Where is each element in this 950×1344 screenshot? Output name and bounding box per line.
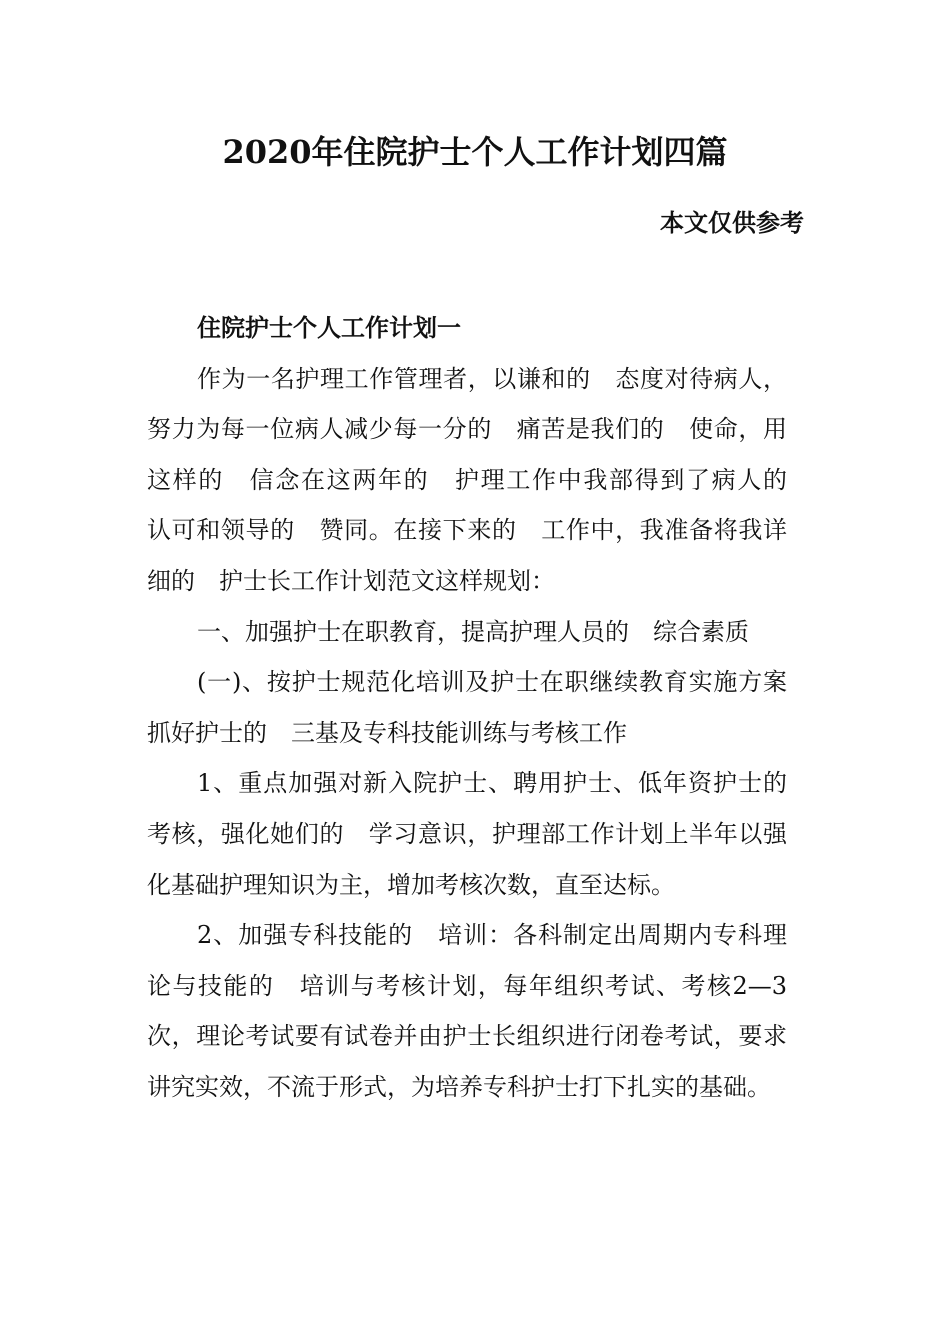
document-body bbox=[147, 303, 811, 1113]
document-title: 2020年住院护士个人工作计划四篇 bbox=[222, 133, 728, 171]
section-heading: 住院护士个人工作计划一 bbox=[197, 313, 461, 342]
paragraph-subpoint-one: (一)、按护士规范化培训及护士在职继续教育实施方案抓好护士的 三基及专科技能训练与考核工作 bbox=[147, 668, 787, 747]
paragraph-intro: 作为一名护理工作管理者，以谦和的 态度对待病人，努力为每一位病人减少每一分的 痛苦是我们的 使命，用这样的 信念在这两年的 护理工作中我部得到了病人的 认可和领导的 赞同。在接下来的 工作中，我准备将我详细的 护士长工作计划范文这样规划： bbox=[147, 364, 811, 595]
paragraph-point-one: 一、加强护士在职教育，提高护理人员的 综合素质 bbox=[197, 617, 749, 646]
paragraph-item-2: 2、加强专科技能的 培训：各科制定出周期内专科理论与技能的 培训与考核计划，每年组织考试、考核2—3次，理论考试要有试卷并由护士长组织进行闭卷考试，要求讲究实效，不流于形式，为培养专科护士打下扎实的基础。 bbox=[147, 921, 787, 1101]
reference-note: 本文仅供参考 bbox=[660, 208, 804, 237]
paragraph-item-1: 1、重点加强对新入院护士、聘用护士、低年资护士的 考核，强化她们的 学习意识，护理部工作计划上半年以强化基础护理知识为主，增加考核次数，直至达标。 bbox=[147, 769, 811, 899]
